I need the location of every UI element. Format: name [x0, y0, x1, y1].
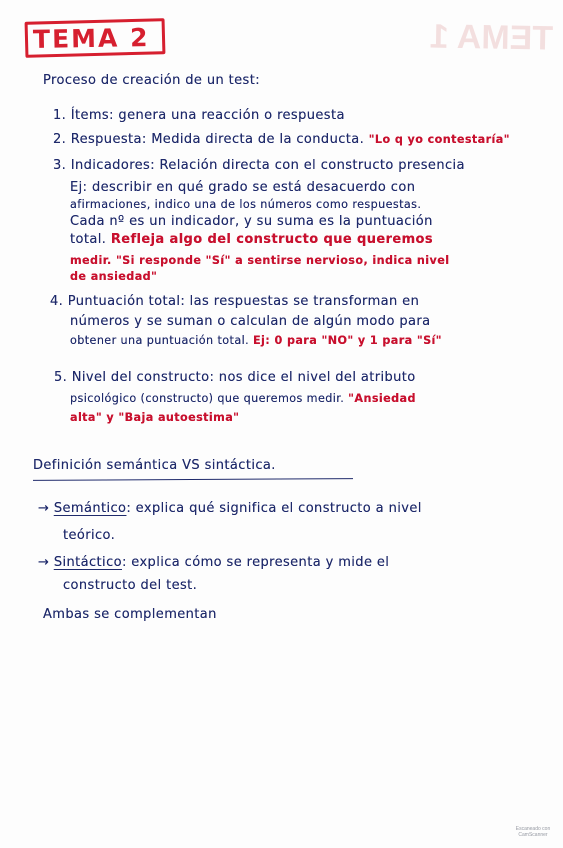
item-2: [53, 132, 510, 148]
semantic-description: : explica qué significa el constructo a nivel: [126, 501, 422, 516]
item-3-line-1: 3. Indicadores: Relación directa con el constructo presencia: [53, 158, 465, 173]
definition-heading-underline: [33, 478, 353, 481]
item-3-line-5: [70, 232, 433, 248]
item-3-line-7-red: de ansiedad": [70, 270, 158, 283]
item-4-line-3: [70, 334, 442, 348]
item-5-line-1: 5. Nivel del constructo: nos dice el nivel del atributo: [54, 370, 416, 385]
page-title: TEMA 2: [32, 22, 150, 55]
syntactic-arrow-icon: →: [38, 555, 50, 570]
item-3-line-4: Cada nº es un indicador, y su suma es la puntuación: [70, 214, 433, 229]
item-4-line-3-prefix: obtener una puntuación total.: [70, 334, 250, 347]
syntactic-definition: [38, 555, 389, 571]
item-3-line-5-red: Refleja algo del constructo que queremos: [110, 232, 434, 247]
camscanner-stamp: Escaneado con CamScanner: [515, 826, 551, 838]
item-5-line-3-red: alta" y "Baja autoestima": [70, 411, 240, 424]
item-3-line-2: Ej: describir en qué grado se está desacuerdo con: [70, 180, 416, 195]
item-5-line-2-prefix: psicológico (constructo) que queremos medir.: [70, 392, 345, 405]
item-5-line-2: [70, 392, 416, 406]
section-heading: Proceso de creación de un test:: [43, 73, 261, 88]
item-3-line-3: afirmaciones, indico una de los números como respuestas.: [70, 198, 422, 211]
item-5-line-2-red: "Ansiedad: [348, 392, 416, 405]
item-3-line-6-red: medir. "Si responde "Sí" a sentirse nervioso, indica nivel: [70, 254, 450, 267]
item-2-red-note: "Lo q yo contestaría": [368, 133, 510, 146]
item-4-line-3-red: Ej: 0 para "NO" y 1 para "Sí": [253, 334, 443, 347]
definition-heading: Definición semántica VS sintáctica.: [33, 458, 276, 473]
item-4-line-2: números y se suman o calculan de algún modo para: [70, 314, 431, 329]
semantic-definition: [38, 501, 422, 517]
semantic-term: Semántico: [53, 501, 127, 516]
item-4-line-1: 4. Puntuación total: las respuestas se transforman en: [50, 294, 420, 309]
syntactic-term: Sintáctico: [53, 555, 122, 570]
closing-note: Ambas se complementan: [43, 607, 217, 622]
semantic-continuation: teórico.: [63, 528, 116, 543]
semantic-arrow-icon: →: [38, 501, 50, 516]
item-1: 1. Ítems: genera una reacción o respuesta: [53, 108, 345, 123]
item-2-text: 2. Respuesta: Medida directa de la conducta.: [53, 132, 365, 147]
syntactic-description: : explica cómo se representa y mide el: [121, 555, 390, 570]
bleed-through-title: TEMA 1: [429, 17, 554, 58]
item-3-line-5-prefix: total.: [70, 232, 107, 247]
syntactic-continuation: constructo del test.: [63, 578, 198, 593]
